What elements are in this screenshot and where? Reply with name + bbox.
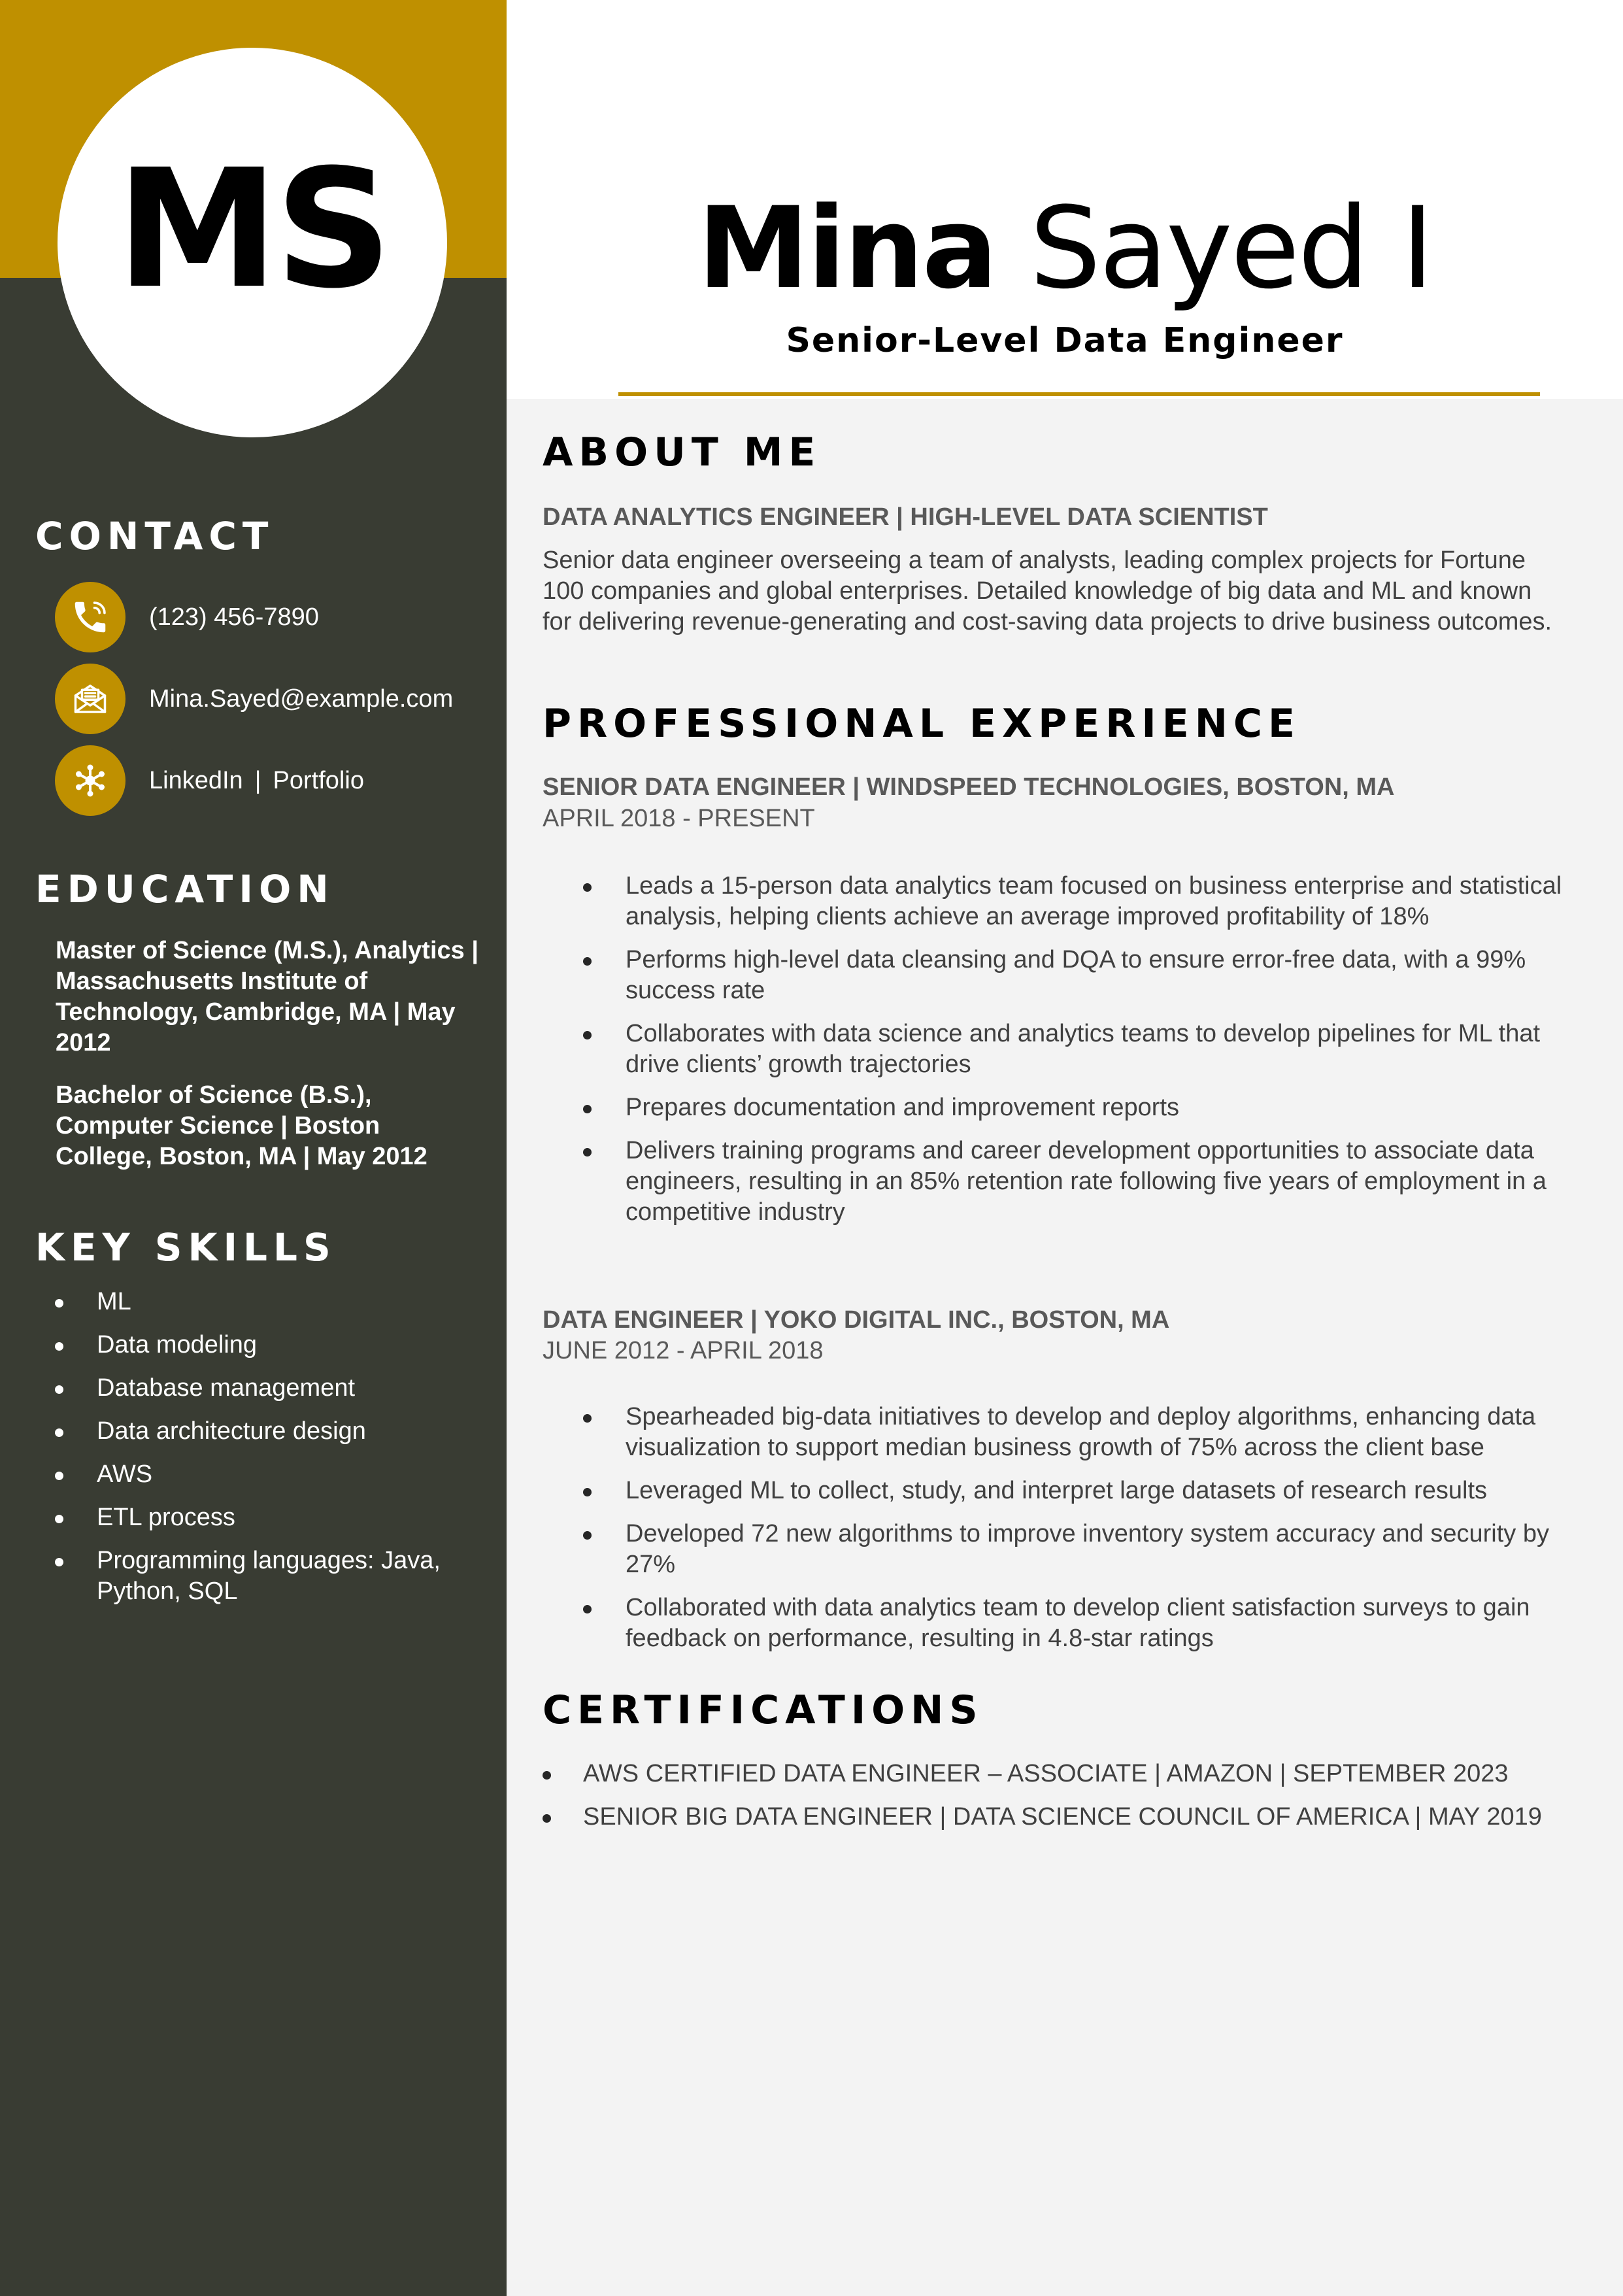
skill-item: AWS — [35, 1459, 493, 1490]
job-dates-2: JUNE 2012 - APRIL 2018 — [543, 1337, 824, 1364]
education-item: Master of Science (M.S.), Analytics | Massachusetts Institute of Technology, Cambridge, MA | May 2012 — [56, 937, 478, 1056]
contact-heading: CONTACT — [35, 514, 275, 558]
sidebar — [0, 0, 507, 2296]
skill-item: Data modeling — [35, 1330, 493, 1360]
email-address[interactable]: Mina.Sayed@example.com — [149, 684, 454, 713]
skill-item: Data architecture design — [35, 1416, 493, 1447]
job-bullet: Prepares documentation and improvement reports — [543, 1092, 1562, 1123]
skill-item: Database management — [35, 1373, 493, 1404]
first-name: Mina — [697, 182, 996, 314]
skills-heading: KEY SKILLS — [35, 1225, 337, 1270]
certification-item: SENIOR BIG DATA ENGINEER | DATA SCIENCE COUNCIL OF AMERICA | MAY 2019 — [543, 1802, 1562, 1832]
monogram: MS — [116, 134, 389, 324]
job-bullet: Developed 72 new algorithms to improve inventory system accuracy and security by 27% — [543, 1519, 1562, 1580]
job-dates-1: APRIL 2018 - PRESENT — [543, 805, 815, 832]
header-divider — [618, 392, 1540, 396]
job-bullet: Collaborated with data analytics team to develop client satisfaction surveys to gain feedback on performance, resulting in 4.8-star ratings — [543, 1593, 1562, 1654]
contact-phone-row — [55, 582, 319, 652]
about-subtitle: DATA ANALYTICS ENGINEER | HIGH-LEVEL DATA SCIENTIST — [543, 503, 1268, 531]
skill-item: Programming languages: Java, Python, SQL — [35, 1545, 493, 1607]
phone-number[interactable]: (123) 456-7890 — [149, 603, 319, 631]
linkedin-link[interactable]: LinkedIn — [149, 766, 243, 794]
skill-item: ML — [35, 1287, 493, 1317]
certification-item: AWS CERTIFIED DATA ENGINEER – ASSOCIATE | AMAZON | SEPTEMBER 2023 — [543, 1759, 1562, 1789]
job-bullets-2 — [543, 1402, 1562, 1666]
job-bullet: Performs high-level data cleansing and DQA to ensure error-free data, with a 99% success rate — [543, 945, 1562, 1006]
contact-links — [149, 767, 364, 795]
about-text: Senior data engineer overseeing a team of analysts, leading complex projects for Fortune 100 companies and global enterprises. Detailed knowledge of big data and ML and known for delivering revenue-generating and cost-saving data projects to drive business outcomes. — [543, 547, 1552, 635]
job-title-2: DATA ENGINEER | YOKO DIGITAL INC., BOSTON, MA — [543, 1306, 1170, 1334]
link-separator: | — [254, 766, 261, 794]
certifications-heading: CERTIFICATIONS — [543, 1687, 984, 1733]
job-title: Senior-Level Data Engineer — [786, 321, 1344, 360]
contact-email-row — [55, 664, 453, 734]
network-icon — [55, 745, 125, 816]
education-heading: EDUCATION — [35, 867, 335, 911]
education-item: Bachelor of Science (B.S.), Computer Science | Boston College, Boston, MA | May 2012 — [56, 1081, 427, 1170]
job-bullets-1 — [543, 871, 1562, 1240]
job-bullet: Leveraged ML to collect, study, and interpret large datasets of research results — [543, 1476, 1562, 1506]
skills-list — [35, 1287, 493, 1619]
job-title-1: SENIOR DATA ENGINEER | WINDSPEED TECHNOLOGIES, BOSTON, MA — [543, 773, 1395, 801]
portfolio-link[interactable]: Portfolio — [273, 766, 364, 794]
about-heading: ABOUT ME — [543, 430, 822, 475]
email-icon — [55, 664, 125, 734]
job-bullet: Spearheaded big-data initiatives to develop and deploy algorithms, enhancing data visualization to support median business growth of 75% across the client base — [543, 1402, 1562, 1463]
contact-links-row — [55, 745, 364, 816]
candidate-name — [507, 183, 1623, 314]
job-bullet: Leads a 15-person data analytics team focused on business enterprise and statistical analysis, helping clients achieve an average improved profitability of 18% — [543, 871, 1562, 932]
skill-item: ETL process — [35, 1502, 493, 1533]
last-name: Sayed I — [1029, 182, 1433, 314]
experience-heading: PROFESSIONAL EXPERIENCE — [543, 701, 1301, 747]
job-bullet: Collaborates with data science and analytics teams to develop pipelines for ML that drive clients’ growth trajectories — [543, 1019, 1562, 1080]
monogram-circle — [58, 48, 447, 437]
certifications-list — [543, 1759, 1562, 1845]
job-bullet: Delivers training programs and career development opportunities to associate data engineers, resulting in an 85% retention rate following five years of employment in a competitive industry — [543, 1136, 1562, 1228]
phone-icon — [55, 582, 125, 652]
